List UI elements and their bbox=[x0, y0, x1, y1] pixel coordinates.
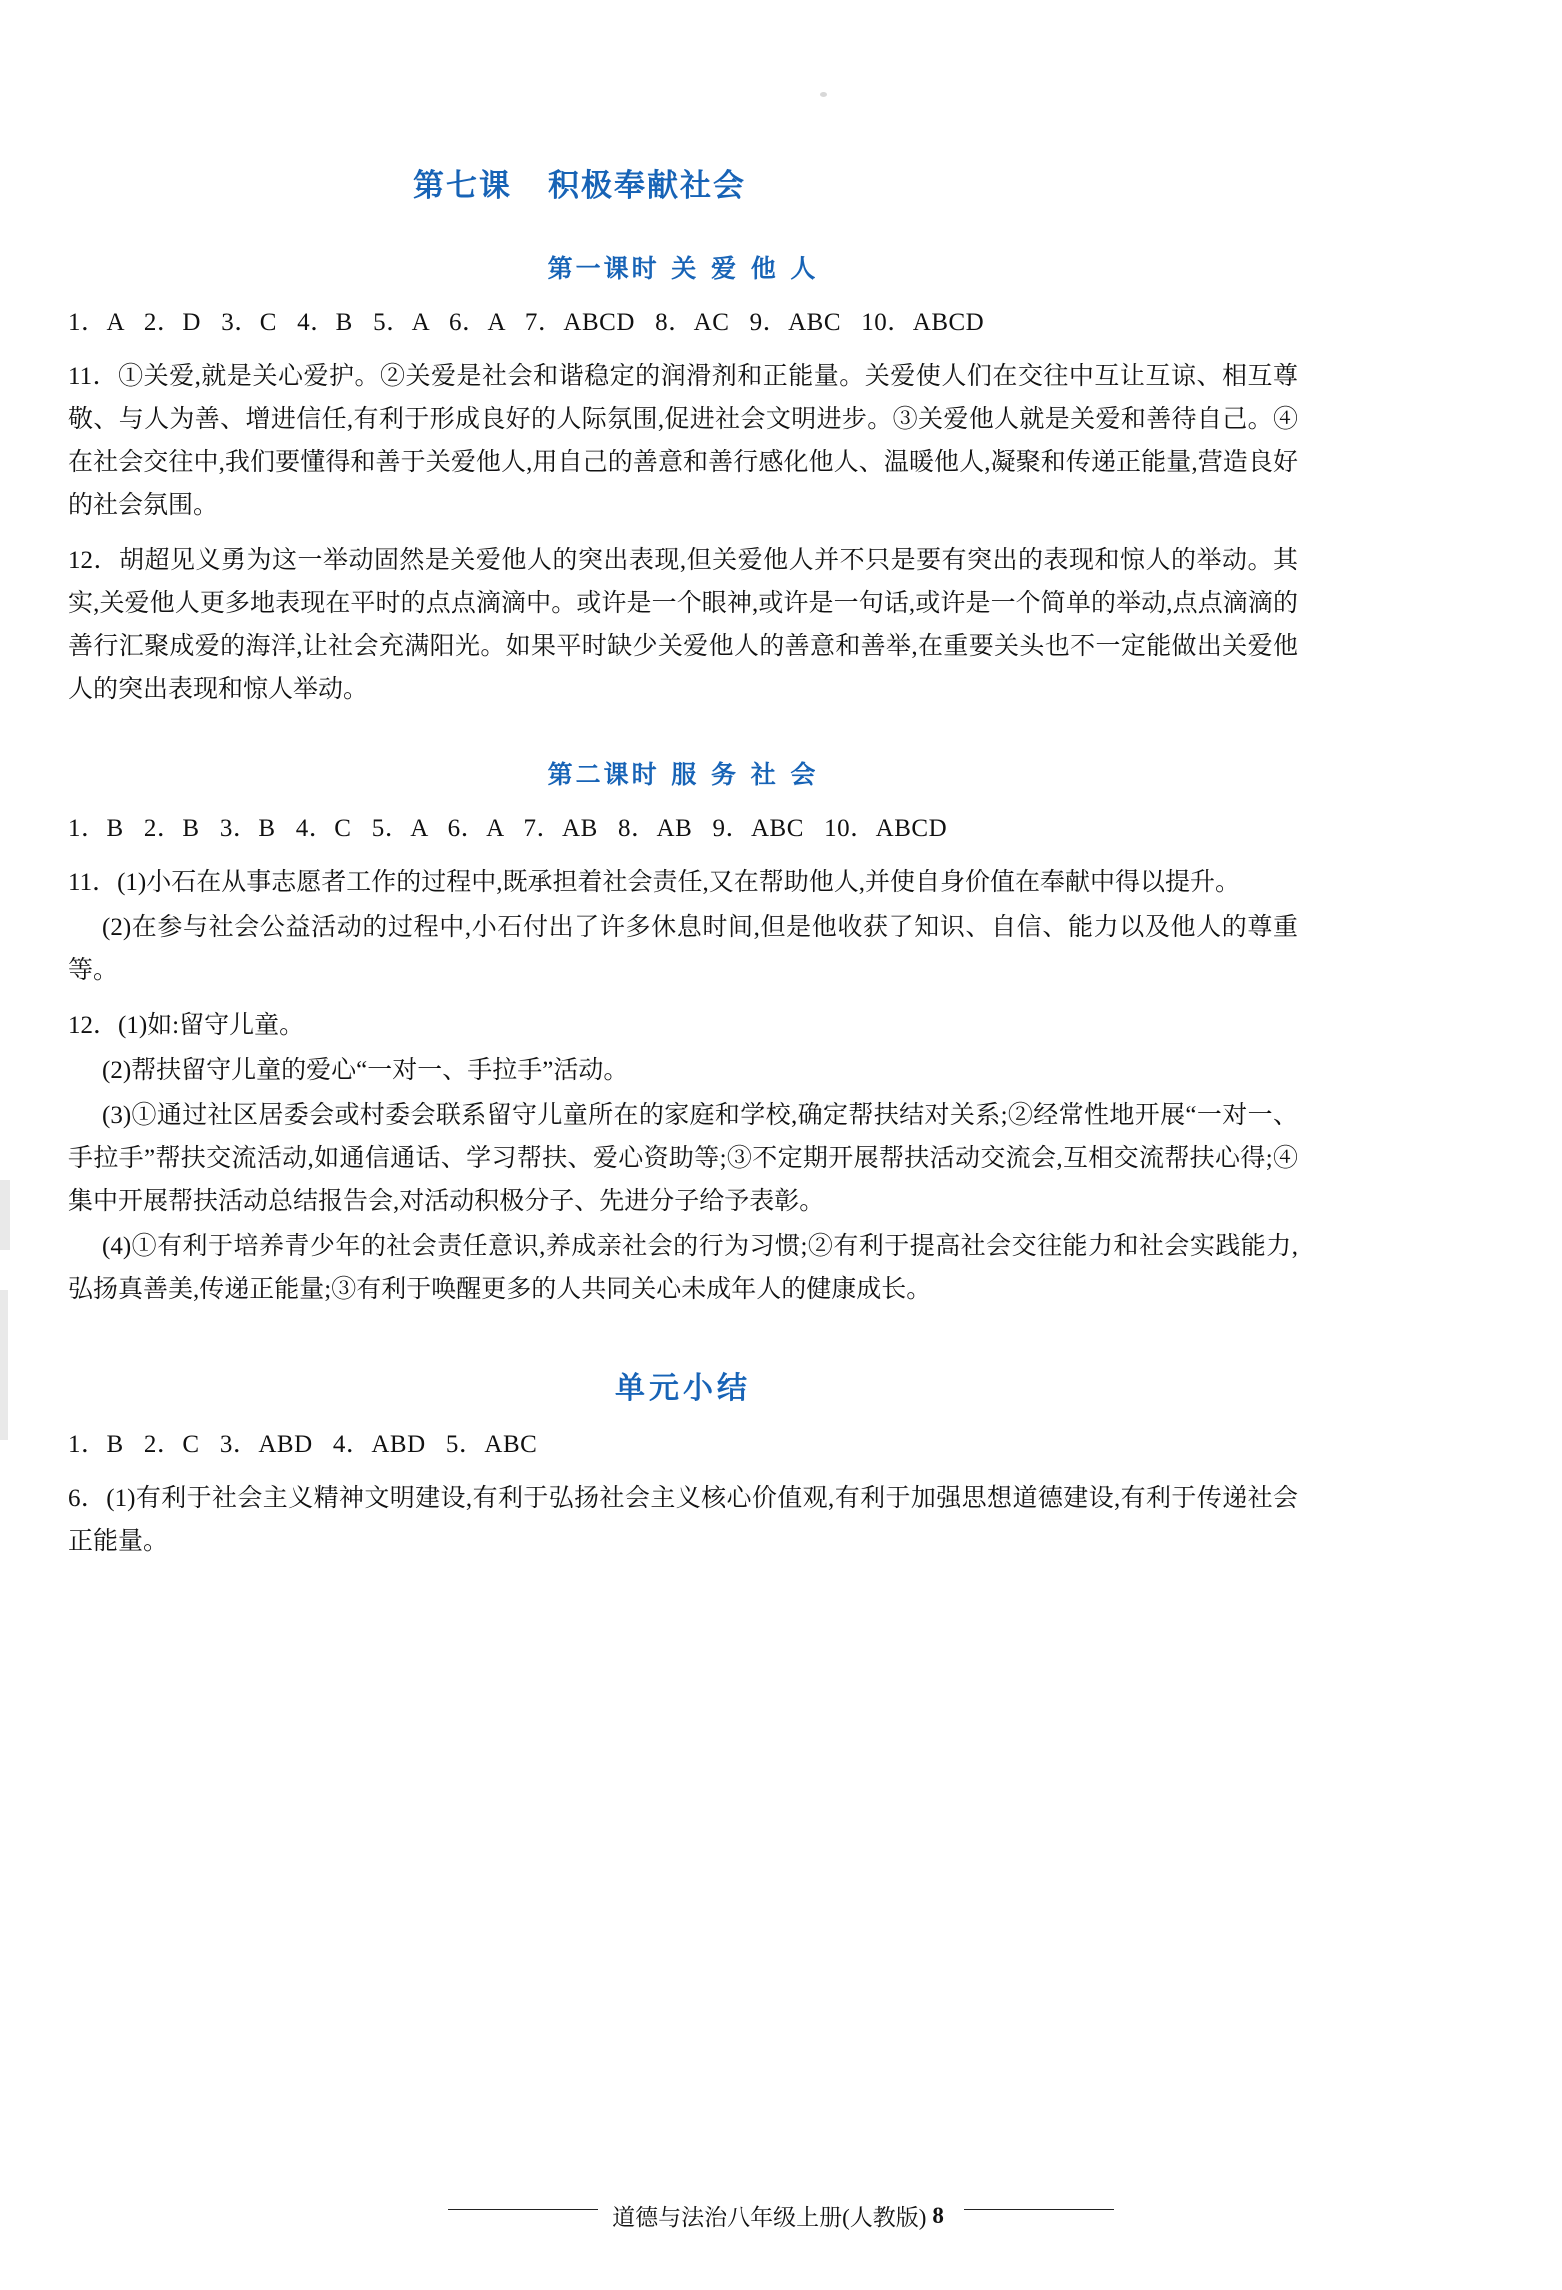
answer-item-12-lesson1 bbox=[68, 539, 1298, 711]
objective-answers-lesson2: 1．B 2．B 3．B 4．C 5．A 6．A 7．AB 8．AB 9．ABC 10．ABCD bbox=[68, 815, 948, 842]
section-heading-lesson1: 第一课时 关 爱 他 人 bbox=[547, 254, 819, 283]
answer-paragraph: (4)①有利于培养青少年的社会责任意识,养成亲社会的行为习惯;②有利于提高社会交往能力和社会实践能力,弘扬真善美,传递正能量;③有利于唤醒更多的人共同关心未成年人的健康成长。 bbox=[68, 1233, 1298, 1303]
answer-paragraph bbox=[68, 1004, 1298, 1047]
answer-item-number: 6． bbox=[68, 1485, 107, 1512]
answer-item-text: (1)小石在从事志愿者工作的过程中,既承担着社会责任,又在帮助他人,并使自身价值在奉献中得以提升。 bbox=[117, 869, 1240, 896]
footer-rule-right bbox=[964, 2209, 1114, 2210]
answer-item-number: 11． bbox=[68, 363, 119, 390]
objective-answers-unit-summary: 1．B 2．C 3．ABD 4．ABD 5．ABC bbox=[68, 1431, 538, 1458]
answer-paragraph bbox=[68, 861, 1298, 904]
section-heading-lesson2: 第二课时 服 务 社 会 bbox=[547, 760, 819, 789]
answer-paragraph: (3)①通过社区居委会或村委会联系留守儿童所在的家庭和学校,确定帮扶结对关系;②经常性地开展“一对一、手拉手”帮扶交流活动,如通信通话、学习帮扶、爱心资助等;③不定期开展帮扶活动交流会,互相交流帮扶心得;④集中开展帮扶活动总结报告会,对活动积极分子、先进分子给予表彰。 bbox=[68, 1102, 1298, 1215]
chapter-title-number: 第七课 bbox=[413, 168, 512, 204]
section-heading-unit-summary: 单元小结 bbox=[615, 1371, 751, 1406]
answer-item-text: (1)如:留守儿童。 bbox=[118, 1012, 305, 1039]
answer-item-number: 12． bbox=[68, 1012, 119, 1039]
answer-paragraph bbox=[68, 1477, 1298, 1563]
chapter-title-text: 积极奉献社会 bbox=[548, 168, 746, 204]
footer-page-number: 8 bbox=[932, 2202, 944, 2228]
answer-paragraph: (2)帮扶留守儿童的爱心“一对一、手拉手”活动。 bbox=[102, 1057, 629, 1084]
answer-paragraph: (2)在参与社会公益活动的过程中,小石付出了许多休息时间,但是他收获了知识、自信、能力以及他人的尊重等。 bbox=[68, 914, 1298, 984]
answer-item-number: 12． bbox=[68, 547, 119, 574]
chapter-title bbox=[413, 160, 1298, 205]
answer-item-text: ①关爱,就是关心爱护。②关爱是社会和谐稳定的润滑剂和正能量。关爱使人们在交往中互让互谅、相互尊敬、与人为善、增进信任,有利于形成良好的人际氛围,促进社会文明进步。③关爱他人就是关爱和善待自己。④在社会交往中,我们要懂得和善于关爱他人,用自己的善意和善行感化他人、温暖他人,凝聚和传递正能量,营造良好的社会氛围。 bbox=[68, 363, 1298, 519]
answer-item-6-unit-summary bbox=[68, 1477, 1298, 1563]
objective-answers-lesson1: 1．A 2．D 3．C 4．B 5．A 6．A 7．ABCD 8．AC 9．ABC 10．ABCD bbox=[68, 309, 985, 336]
answer-paragraph bbox=[68, 355, 1298, 527]
answer-item-number: 11． bbox=[68, 869, 118, 896]
answer-paragraph bbox=[68, 539, 1298, 711]
answer-item-text: 胡超见义勇为这一举动固然是关爱他人的突出表现,但关爱他人并不只是要有突出的表现和惊人的举动。其实,关爱他人更多地表现在平时的点点滴滴中。或许是一个眼神,或许是一句话,或许是一个简单的举动,点点滴滴的善行汇聚成爱的海洋,让社会充满阳光。如果平时缺少关爱他人的善意和善举,在重要关头也不一定能做出关爱他人的突出表现和惊人举动。 bbox=[68, 547, 1298, 703]
footer-rule-left bbox=[448, 2209, 598, 2210]
answer-item-11-lesson1 bbox=[68, 355, 1298, 527]
footer-book-title: 道德与法治八年级上册(人教版) bbox=[612, 2205, 927, 2230]
answer-item-text: (1)有利于社会主义精神文明建设,有利于弘扬社会主义核心价值观,有利于加强思想道德建设,有利于传递社会正能量。 bbox=[68, 1485, 1298, 1555]
page-body bbox=[68, 160, 1298, 1569]
answer-item-11-lesson2 bbox=[68, 861, 1298, 992]
page-footer bbox=[0, 2199, 1562, 2232]
answer-item-12-lesson2 bbox=[68, 1004, 1298, 1311]
